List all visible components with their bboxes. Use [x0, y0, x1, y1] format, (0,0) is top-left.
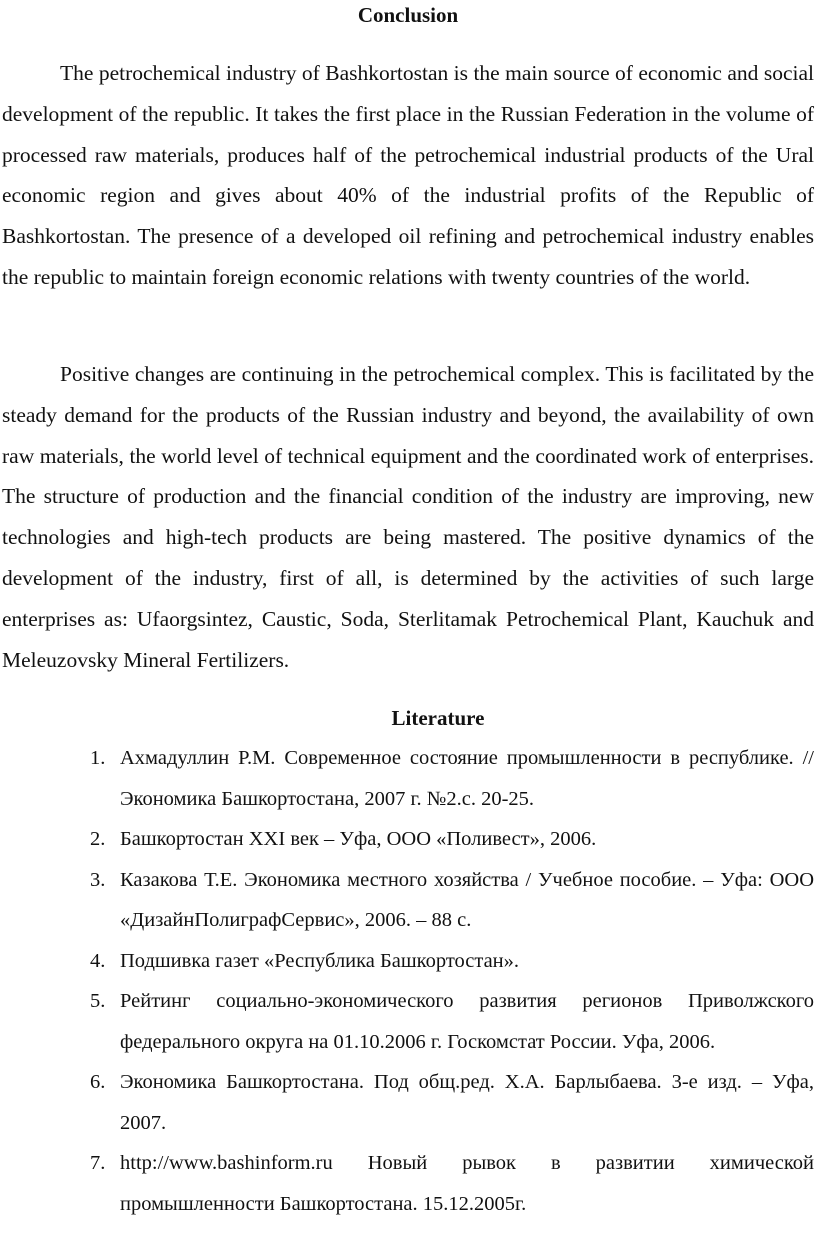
literature-item-text: Казакова Т.Е. Экономика местного хозяйства / Учебное пособие. – Уфа: ООО «ДизайнПолиграфСервис», 2006. – 88 с.: [120, 868, 814, 931]
literature-item-number: 2.: [90, 828, 106, 850]
literature-item-text: Подшивка газет «Республика Башкортостан».: [120, 949, 520, 972]
literature-item-text: Ахмадуллин Р.М. Современное состояние промышленности в республике. // Экономика Башкортостана, 2007 г. №2.с. 20-25.: [120, 747, 814, 810]
literature-item-2: [0, 819, 814, 860]
conclusion-paragraph-2: Positive changes are continuing in the petrochemical complex. This is facilitated by the steady demand for the products of the Russian industry and beyond, the availability of own raw materials, the world level of technical equipment and the coordinated work of enterprises. The structure of production and the financial condition of the industry are improving, new technologies and high-tech products are being mastered. The positive dynamics of the development of the industry, first of all, is determined by the activities of such large enterprises as: Ufaorgsintez, Caustic, Soda, Sterlitamak Petrochemical Plant, Kauchuk and Meleuzovsky Mineral Fertilizers.: [2, 362, 814, 672]
literature-heading: Literature: [391, 706, 485, 730]
literature-item-number: 4.: [90, 949, 106, 972]
literature-item-text: http://www.bashinform.ru Новый рывок в развитии химической промышленности Башкортостана. 15.12.2005г.: [120, 1152, 814, 1215]
literature-item-6: [0, 1062, 814, 1143]
literature-item-number: 5.: [90, 990, 106, 1012]
literature-item-text: Башкортостан XXI век – Уфа, ООО «Поливест», 2006.: [120, 828, 597, 850]
literature-item-text: Рейтинг социально-экономического развития регионов Приволжского федерального округа на 01.10.2006 г. Госкомстат России. Уфа, 2006.: [120, 990, 814, 1053]
literature-item-5: [0, 981, 814, 1062]
conclusion-heading: Conclusion: [357, 3, 459, 27]
conclusion-paragraph-1: The petrochemical industry of Bashkortostan is the main source of economic and social development of the republic. It takes the first place in the Russian Federation in the volume of processed raw materials, produces half of the petrochemical industrial products of the Ural economic region and gives about 40% of the industrial profits of the Republic of Bashkortostan. The presence of a developed oil refining and petrochemical industry enables the republic to maintain foreign economic relations with twenty countries of the world.: [2, 61, 814, 289]
literature-item-1: [0, 738, 814, 819]
literature-item-7: [0, 1143, 814, 1224]
literature-item-number: 7.: [90, 1152, 106, 1174]
literature-item-text: Экономика Башкортостана. Под общ.ред. Х.А. Барлыбаева. 3-е изд. – Уфа, 2007.: [120, 1071, 814, 1134]
literature-item-number: 6.: [90, 1071, 106, 1093]
literature-item-3: [0, 860, 814, 941]
literature-item-number: 3.: [90, 868, 106, 891]
literature-item-4: [0, 941, 814, 982]
literature-list: [0, 738, 816, 1224]
literature-item-number: 1.: [90, 747, 106, 769]
